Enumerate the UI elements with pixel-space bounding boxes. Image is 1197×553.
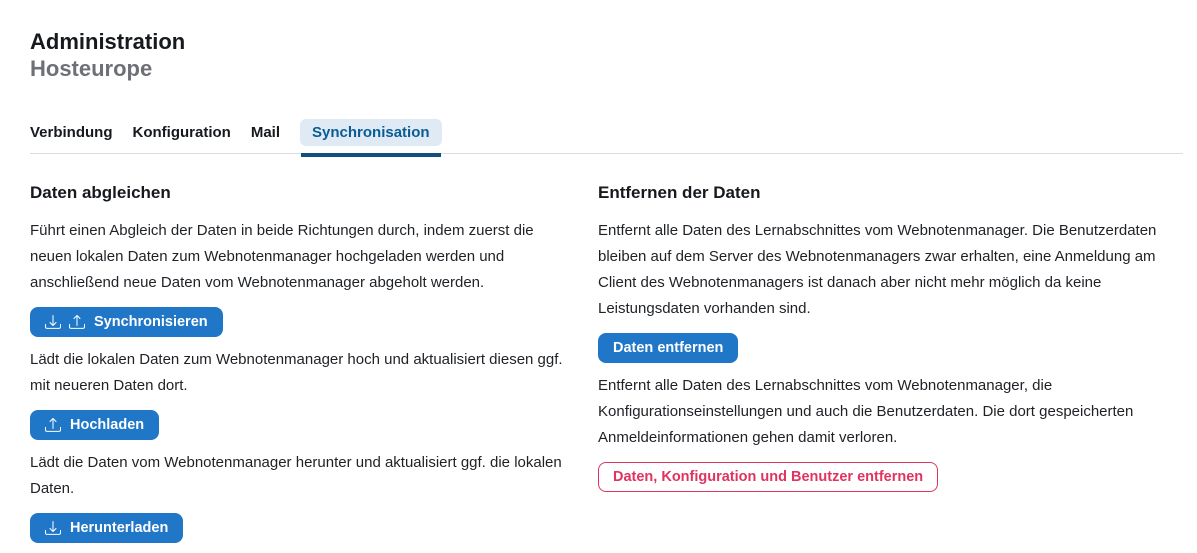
tab-bar xyxy=(30,119,1183,154)
upload-icon xyxy=(45,417,61,433)
download-icon xyxy=(45,314,61,330)
description-hochladen: Lädt die lokalen Daten zum Webnotenmanager hoch und aktualisiert diesen ggf. mit neueren Daten dort. xyxy=(30,351,563,394)
tab-konfiguration[interactable]: Konfiguration xyxy=(132,124,231,141)
content-columns xyxy=(30,183,1183,553)
upload-icon xyxy=(69,314,85,330)
tab-verbindung[interactable]: Verbindung xyxy=(30,124,113,141)
tab-synchronisation[interactable]: Synchronisation xyxy=(300,119,442,146)
tab-mail[interactable]: Mail xyxy=(250,124,281,141)
herunterladen-button-label: Herunterladen xyxy=(70,520,169,536)
hochladen-button-label: Hochladen xyxy=(70,417,145,433)
synchronisieren-button-label: Synchronisieren xyxy=(94,314,208,330)
daten-entfernen-button-label: Daten entfernen xyxy=(613,340,724,356)
description-synchronisieren: Führt einen Abgleich der Daten in beide Richtungen durch, indem zuerst die neuen lokalen Daten zum Webnotenmanager hochgeladen werden und anschließend neue Daten vom Webnotenmanager abgeholt werden. xyxy=(30,222,534,291)
page-title: Administration xyxy=(30,29,186,54)
description-daten-entfernen: Entfernt alle Daten des Lernabschnittes vom Webnotenmanager. Die Benutzerdaten bleiben auf dem Server des Webnotenmanagers zwar erhalten, eine Anmeldung am Client des Webnotenmanagers ist danach aber nicht mehr möglich da keine Leistungsdaten vorhanden sind. xyxy=(598,222,1157,317)
description-alles-entfernen: Entfernt alle Daten des Lernabschnittes vom Webnotenmanager, die Konfigurationseinstellungen und auch die Benutzerdaten. Die dort gespeicherten Anmeldeinformationen gehen damit verloren. xyxy=(598,377,1134,446)
section-heading-daten-abgleichen: Daten abgleichen xyxy=(30,183,171,202)
hochladen-button[interactable] xyxy=(30,410,159,440)
daten-konfiguration-benutzer-entfernen-button[interactable] xyxy=(598,462,938,492)
page-subtitle: Hosteurope xyxy=(30,56,153,81)
synchronisieren-button[interactable] xyxy=(30,307,223,337)
herunterladen-button[interactable] xyxy=(30,513,183,543)
section-entfernen-der-daten xyxy=(598,183,1183,553)
download-icon xyxy=(45,520,61,536)
section-daten-abgleichen xyxy=(30,183,578,553)
section-heading-entfernen-der-daten: Entfernen der Daten xyxy=(598,183,761,202)
alles-entfernen-button-label: Daten, Konfiguration und Benutzer entfernen xyxy=(613,469,924,485)
description-herunterladen: Lädt die Daten vom Webnotenmanager herunter und aktualisiert ggf. die lokalen Daten. xyxy=(30,454,562,497)
sync-button-icons xyxy=(45,314,85,330)
daten-entfernen-button[interactable] xyxy=(598,333,738,363)
